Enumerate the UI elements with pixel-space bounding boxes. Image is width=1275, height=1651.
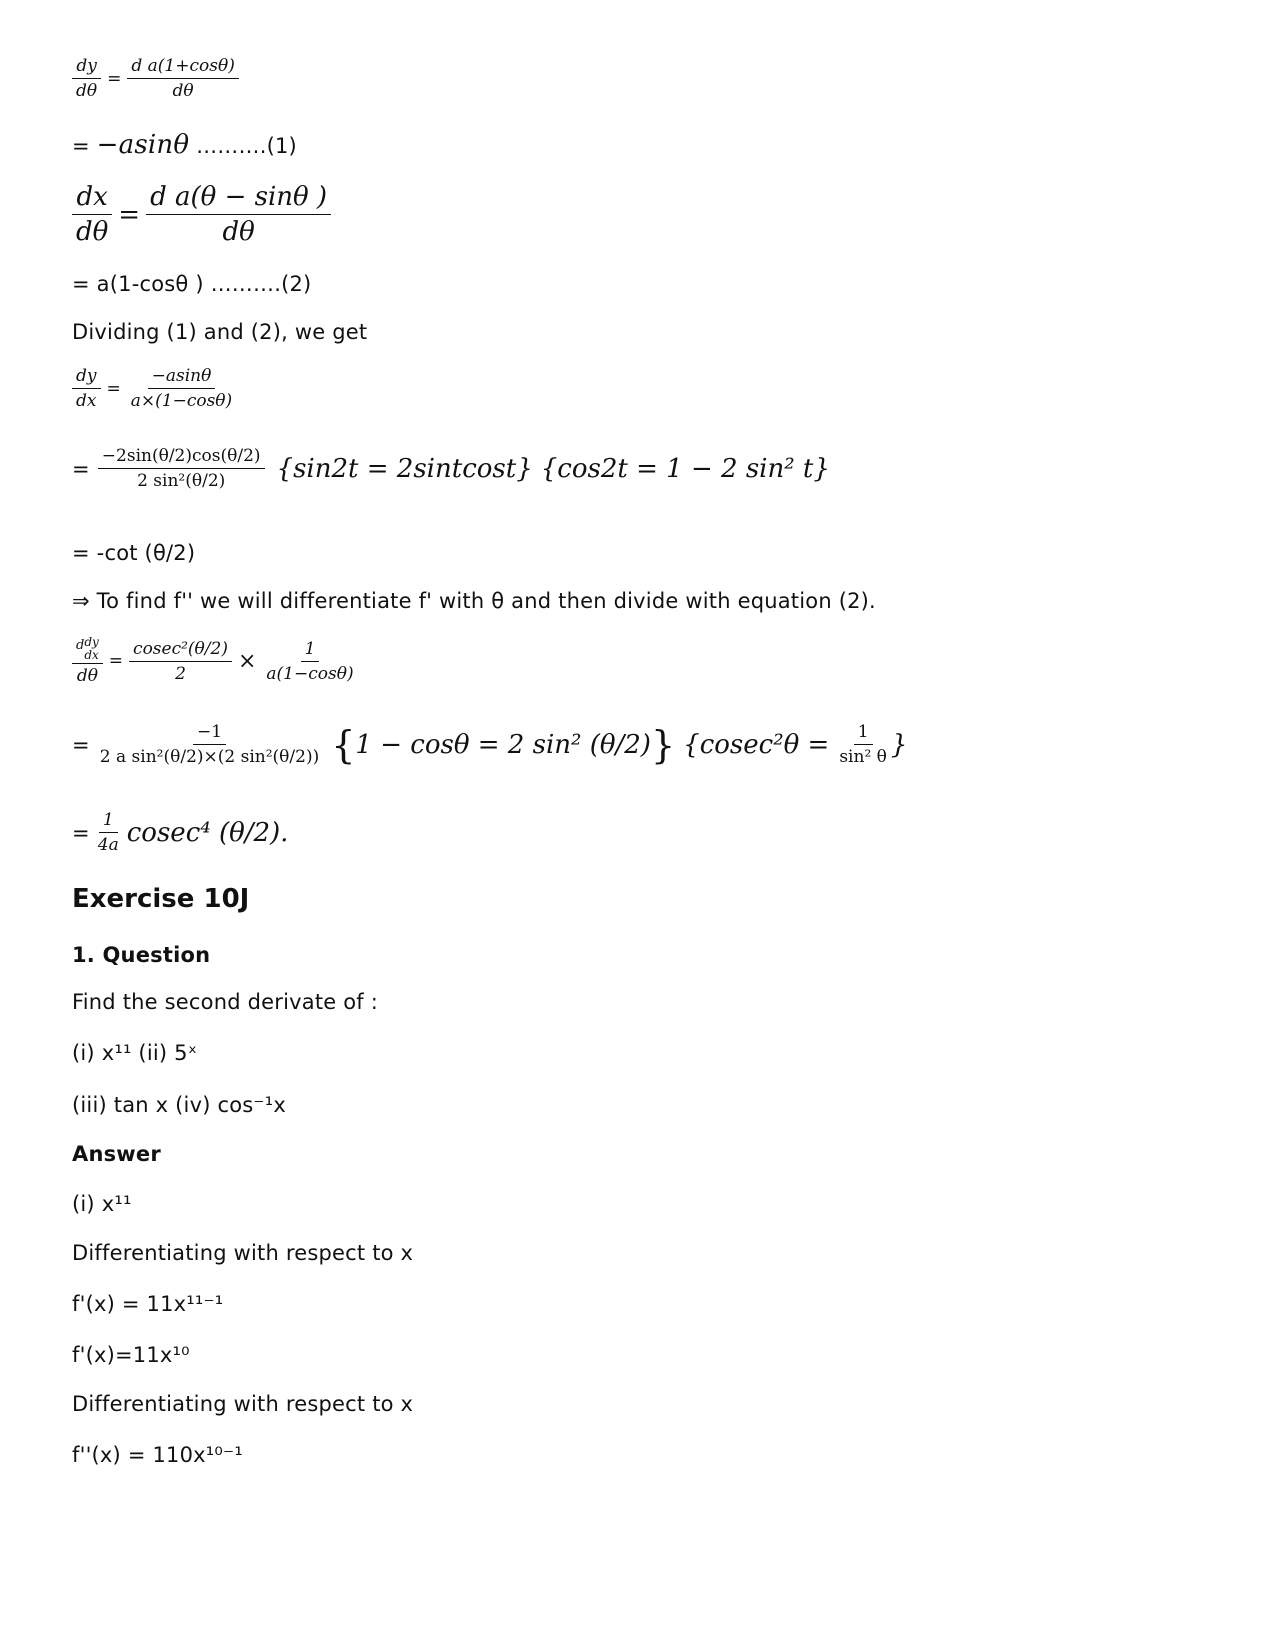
- equation-dy-dtheta: $\frac{dy}{d\theta}$ = $\frac{\text{d a(1+cosθ)}}{d\theta}$: [72, 56, 239, 101]
- equation-1: = −asinθ ……….(1): [72, 130, 297, 160]
- equation-derivative-of-derivative: ddy dx dθ = $\frac{\text{cosec²(θ/2)}}{2}$ × $\frac{1}{a(1-\cos\theta)}$: [72, 636, 358, 686]
- answer-label: Answer: [72, 1142, 161, 1166]
- question-parts-1: (i) x¹¹ (ii) 5ˣ: [72, 1041, 198, 1065]
- dividing-text: Dividing (1) and (2), we get: [72, 320, 368, 344]
- first-derivative-step: f'(x) = 11x¹¹⁻¹: [72, 1292, 224, 1316]
- question-parts-2: (iii) tan x (iv) cos⁻¹x: [72, 1093, 286, 1117]
- second-derivative-instruction: ⇒ To find f'' we will differentiate f' with θ and then divide with equation (2).: [72, 589, 876, 613]
- equation-dy-dx: $\frac{dy}{dx}$ = $\frac{-asin\theta}{a\times(1-\cos\theta)}$: [72, 366, 236, 411]
- differentiating-text-1: Differentiating with respect to x: [72, 1241, 414, 1265]
- identity-cos2t: {cos2t = 1 − 2 sin² t}: [540, 453, 830, 484]
- identity-one-minus-cos: 1 − cosθ = 2 sin² (θ/2): [355, 729, 651, 760]
- differentiating-text-2: Differentiating with respect to x: [72, 1392, 414, 1416]
- answer-part-i: (i) x¹¹: [72, 1192, 132, 1216]
- equation-cosec-expansion: = $\frac{-1}{\text{2 a sin²(θ/2)×(2 sin²(θ/2))}}$ { 1 − cosθ = 2 sin² (θ/2) } { cosec²θ = $\frac{1}{\text{sin² θ}}$ }: [72, 722, 908, 767]
- final-result: = $\frac{1}{4a}$ cosec⁴ (θ/2).: [72, 810, 289, 855]
- equation-half-angle: = $\frac{-2\sin(\theta/2)\cos(\theta/2)}{\text{2 sin²(θ/2)}}$ {sin2t = 2sintcost} {cos2t = 1 − 2 sin² t}: [72, 446, 830, 491]
- identity-cosec-squared: cosec²θ =: [699, 729, 830, 760]
- exercise-heading: Exercise 10J: [72, 884, 250, 914]
- question-label: 1. Question: [72, 943, 211, 967]
- identity-sin2t: {sin2t = 2sintcost}: [276, 453, 533, 484]
- equation-dx-dtheta: $\frac{dx}{d\theta}$ = $\frac{\text{d a(θ − sinθ )}}{d\theta}$: [72, 182, 331, 247]
- equation-2: = a(1-cosθ ) ……….(2): [72, 272, 312, 296]
- question-text: Find the second derivate of :: [72, 990, 379, 1014]
- first-derivative-result: f'(x)=11x¹⁰: [72, 1343, 190, 1367]
- second-derivative-step: f''(x) = 110x¹⁰⁻¹: [72, 1443, 243, 1467]
- result-cot: = -cot (θ/2): [72, 541, 196, 565]
